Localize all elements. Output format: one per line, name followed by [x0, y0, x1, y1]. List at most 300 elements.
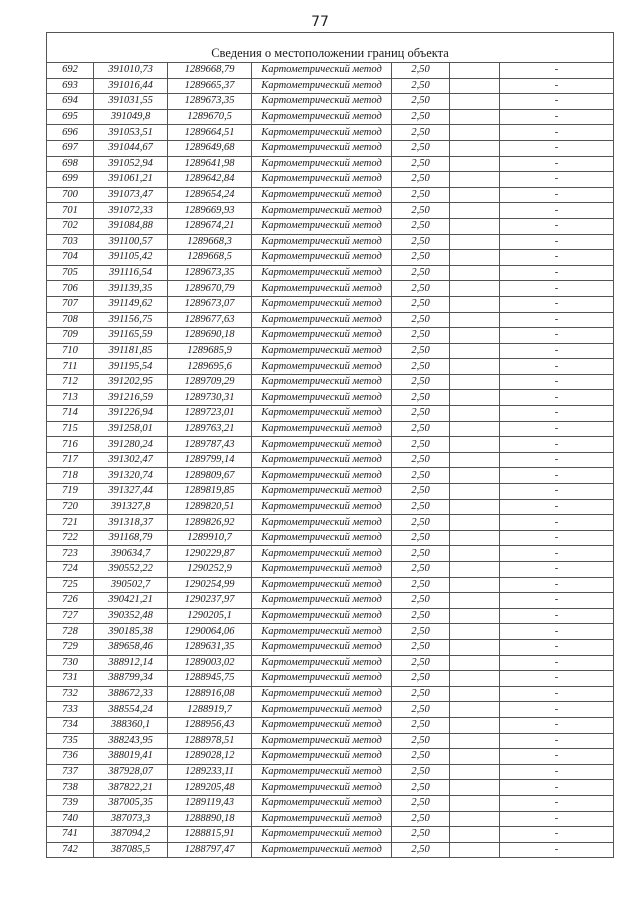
method-cell: Картометрический метод	[252, 811, 392, 827]
point-number-cell: 716	[47, 437, 94, 453]
note-cell	[450, 328, 500, 344]
point-number-cell: 706	[47, 281, 94, 297]
x-coordinate-cell: 391327,8	[94, 499, 168, 515]
y-coordinate-cell: 1289674,21	[168, 218, 252, 234]
point-number-cell: 729	[47, 639, 94, 655]
note-cell	[450, 733, 500, 749]
method-cell: Картометрический метод	[252, 702, 392, 718]
method-cell: Картометрический метод	[252, 780, 392, 796]
note-cell	[450, 63, 500, 79]
page-number: 77	[311, 14, 329, 30]
x-coordinate-cell: 390352,48	[94, 608, 168, 624]
accuracy-cell: 2,50	[392, 94, 450, 110]
table-row	[47, 842, 614, 858]
point-number-cell: 742	[47, 842, 94, 858]
x-coordinate-cell: 391016,44	[94, 78, 168, 94]
note-cell	[450, 717, 500, 733]
accuracy-cell: 2,50	[392, 343, 450, 359]
point-number-cell: 724	[47, 562, 94, 578]
x-coordinate-cell: 391202,95	[94, 374, 168, 390]
point-number-cell: 733	[47, 702, 94, 718]
note-cell	[450, 764, 500, 780]
table-row	[47, 452, 614, 468]
x-coordinate-cell: 387928,07	[94, 764, 168, 780]
point-number-cell: 710	[47, 343, 94, 359]
y-coordinate-cell: 1289673,35	[168, 94, 252, 110]
table-row	[47, 63, 614, 79]
table-row	[47, 733, 614, 749]
point-number-cell: 695	[47, 109, 94, 125]
note-cell	[450, 686, 500, 702]
method-cell: Картометрический метод	[252, 546, 392, 562]
y-coordinate-cell: 1288978,51	[168, 733, 252, 749]
point-number-cell: 715	[47, 421, 94, 437]
y-coordinate-cell: 1289668,79	[168, 63, 252, 79]
description-cell: -	[500, 577, 614, 593]
x-coordinate-cell: 391105,42	[94, 250, 168, 266]
note-cell	[450, 546, 500, 562]
note-cell	[450, 795, 500, 811]
method-cell: Картометрический метод	[252, 265, 392, 281]
method-cell: Картометрический метод	[252, 827, 392, 843]
note-cell	[450, 811, 500, 827]
y-coordinate-cell: 1289787,43	[168, 437, 252, 453]
x-coordinate-cell: 390552,22	[94, 562, 168, 578]
point-number-cell: 718	[47, 468, 94, 484]
accuracy-cell: 2,50	[392, 577, 450, 593]
method-cell: Картометрический метод	[252, 94, 392, 110]
y-coordinate-cell: 1289763,21	[168, 421, 252, 437]
method-cell: Картометрический метод	[252, 328, 392, 344]
y-coordinate-cell: 1289673,35	[168, 265, 252, 281]
note-cell	[450, 187, 500, 203]
accuracy-cell: 2,50	[392, 281, 450, 297]
method-cell: Картометрический метод	[252, 562, 392, 578]
y-coordinate-cell: 1288919,7	[168, 702, 252, 718]
note-cell	[450, 296, 500, 312]
point-number-cell: 721	[47, 515, 94, 531]
table-row	[47, 608, 614, 624]
table-row	[47, 265, 614, 281]
description-cell: -	[500, 328, 614, 344]
point-number-cell: 722	[47, 530, 94, 546]
note-cell	[450, 562, 500, 578]
y-coordinate-cell: 1289641,98	[168, 156, 252, 172]
point-number-cell: 709	[47, 328, 94, 344]
description-cell: -	[500, 234, 614, 250]
method-cell: Картометрический метод	[252, 125, 392, 141]
description-cell: -	[500, 172, 614, 188]
point-number-cell: 702	[47, 218, 94, 234]
x-coordinate-cell: 388243,95	[94, 733, 168, 749]
note-cell	[450, 156, 500, 172]
point-number-cell: 727	[47, 608, 94, 624]
table-row	[47, 530, 614, 546]
point-number-cell: 712	[47, 374, 94, 390]
method-cell: Картометрический метод	[252, 749, 392, 765]
note-cell	[450, 265, 500, 281]
table-row	[47, 780, 614, 796]
description-cell: -	[500, 515, 614, 531]
y-coordinate-cell: 1288890,18	[168, 811, 252, 827]
table-row	[47, 281, 614, 297]
table-row	[47, 499, 614, 515]
description-cell: -	[500, 717, 614, 733]
y-coordinate-cell: 1288916,08	[168, 686, 252, 702]
y-coordinate-cell: 1289820,51	[168, 499, 252, 515]
y-coordinate-cell: 1290064,06	[168, 624, 252, 640]
description-cell: -	[500, 109, 614, 125]
x-coordinate-cell: 391165,59	[94, 328, 168, 344]
table-row	[47, 749, 614, 765]
point-number-cell: 741	[47, 827, 94, 843]
table-row	[47, 156, 614, 172]
x-coordinate-cell: 388360,1	[94, 717, 168, 733]
method-cell: Картометрический метод	[252, 78, 392, 94]
note-cell	[450, 655, 500, 671]
point-number-cell: 732	[47, 686, 94, 702]
point-number-cell: 720	[47, 499, 94, 515]
accuracy-cell: 2,50	[392, 717, 450, 733]
x-coordinate-cell: 391073,47	[94, 187, 168, 203]
point-number-cell: 737	[47, 764, 94, 780]
note-cell	[450, 452, 500, 468]
x-coordinate-cell: 390185,38	[94, 624, 168, 640]
note-cell	[450, 468, 500, 484]
accuracy-cell: 2,50	[392, 749, 450, 765]
accuracy-cell: 2,50	[392, 203, 450, 219]
note-cell	[450, 530, 500, 546]
y-coordinate-cell: 1289910,7	[168, 530, 252, 546]
table-row	[47, 702, 614, 718]
table-row	[47, 468, 614, 484]
point-number-cell: 739	[47, 795, 94, 811]
accuracy-cell: 2,50	[392, 452, 450, 468]
x-coordinate-cell: 390502,7	[94, 577, 168, 593]
description-cell: -	[500, 764, 614, 780]
table-row	[47, 717, 614, 733]
description-cell: -	[500, 608, 614, 624]
description-cell: -	[500, 827, 614, 843]
description-cell: -	[500, 499, 614, 515]
method-cell: Картометрический метод	[252, 686, 392, 702]
x-coordinate-cell: 391168,79	[94, 530, 168, 546]
description-cell: -	[500, 733, 614, 749]
x-coordinate-cell: 391052,94	[94, 156, 168, 172]
description-cell: -	[500, 842, 614, 858]
method-cell: Картометрический метод	[252, 593, 392, 609]
description-cell: -	[500, 530, 614, 546]
method-cell: Картометрический метод	[252, 671, 392, 687]
y-coordinate-cell: 1289003,02	[168, 655, 252, 671]
table-row	[47, 827, 614, 843]
description-cell: -	[500, 421, 614, 437]
accuracy-cell: 2,50	[392, 795, 450, 811]
method-cell: Картометрический метод	[252, 499, 392, 515]
method-cell: Картометрический метод	[252, 296, 392, 312]
method-cell: Картометрический метод	[252, 655, 392, 671]
method-cell: Картометрический метод	[252, 187, 392, 203]
x-coordinate-cell: 391156,75	[94, 312, 168, 328]
method-cell: Картометрический метод	[252, 109, 392, 125]
accuracy-cell: 2,50	[392, 187, 450, 203]
description-cell: -	[500, 63, 614, 79]
accuracy-cell: 2,50	[392, 546, 450, 562]
accuracy-cell: 2,50	[392, 156, 450, 172]
description-cell: -	[500, 250, 614, 266]
y-coordinate-cell: 1290237,97	[168, 593, 252, 609]
description-cell: -	[500, 562, 614, 578]
description-cell: -	[500, 359, 614, 375]
accuracy-cell: 2,50	[392, 390, 450, 406]
y-coordinate-cell: 1289668,3	[168, 234, 252, 250]
note-cell	[450, 125, 500, 141]
accuracy-cell: 2,50	[392, 172, 450, 188]
table-row	[47, 374, 614, 390]
note-cell	[450, 702, 500, 718]
table-row	[47, 795, 614, 811]
x-coordinate-cell: 391226,94	[94, 406, 168, 422]
y-coordinate-cell: 1289723,01	[168, 406, 252, 422]
note-cell	[450, 827, 500, 843]
x-coordinate-cell: 387085,5	[94, 842, 168, 858]
method-cell: Картометрический метод	[252, 452, 392, 468]
table-row	[47, 125, 614, 141]
description-cell: -	[500, 749, 614, 765]
table-row	[47, 94, 614, 110]
accuracy-cell: 2,50	[392, 733, 450, 749]
point-number-cell: 731	[47, 671, 94, 687]
y-coordinate-cell: 1289799,14	[168, 452, 252, 468]
accuracy-cell: 2,50	[392, 842, 450, 858]
note-cell	[450, 140, 500, 156]
accuracy-cell: 2,50	[392, 702, 450, 718]
table-row	[47, 764, 614, 780]
accuracy-cell: 2,50	[392, 125, 450, 141]
description-cell: -	[500, 624, 614, 640]
method-cell: Картометрический метод	[252, 281, 392, 297]
x-coordinate-cell: 391061,21	[94, 172, 168, 188]
point-number-cell: 704	[47, 250, 94, 266]
y-coordinate-cell: 1290254,99	[168, 577, 252, 593]
y-coordinate-cell: 1289695,6	[168, 359, 252, 375]
y-coordinate-cell: 1289669,93	[168, 203, 252, 219]
x-coordinate-cell: 387094,2	[94, 827, 168, 843]
x-coordinate-cell: 391010,73	[94, 63, 168, 79]
x-coordinate-cell: 388554,24	[94, 702, 168, 718]
note-cell	[450, 390, 500, 406]
accuracy-cell: 2,50	[392, 593, 450, 609]
accuracy-cell: 2,50	[392, 328, 450, 344]
note-cell	[450, 172, 500, 188]
y-coordinate-cell: 1289690,18	[168, 328, 252, 344]
y-coordinate-cell: 1289668,5	[168, 250, 252, 266]
description-cell: -	[500, 593, 614, 609]
x-coordinate-cell: 387822,21	[94, 780, 168, 796]
method-cell: Картометрический метод	[252, 234, 392, 250]
point-number-cell: 738	[47, 780, 94, 796]
x-coordinate-cell: 391149,62	[94, 296, 168, 312]
y-coordinate-cell: 1289677,63	[168, 312, 252, 328]
accuracy-cell: 2,50	[392, 234, 450, 250]
description-cell: -	[500, 468, 614, 484]
y-coordinate-cell: 1289028,12	[168, 749, 252, 765]
description-cell: -	[500, 437, 614, 453]
description-cell: -	[500, 78, 614, 94]
x-coordinate-cell: 391320,74	[94, 468, 168, 484]
y-coordinate-cell: 1289826,92	[168, 515, 252, 531]
description-cell: -	[500, 140, 614, 156]
method-cell: Картометрический метод	[252, 421, 392, 437]
point-number-cell: 694	[47, 94, 94, 110]
description-cell: -	[500, 686, 614, 702]
table-row	[47, 624, 614, 640]
accuracy-cell: 2,50	[392, 437, 450, 453]
description-cell: -	[500, 94, 614, 110]
y-coordinate-cell: 1289670,79	[168, 281, 252, 297]
accuracy-cell: 2,50	[392, 811, 450, 827]
table-row	[47, 172, 614, 188]
table-row	[47, 187, 614, 203]
x-coordinate-cell: 390421,21	[94, 593, 168, 609]
table-row	[47, 671, 614, 687]
description-cell: -	[500, 655, 614, 671]
method-cell: Картометрический метод	[252, 733, 392, 749]
point-number-cell: 734	[47, 717, 94, 733]
note-cell	[450, 374, 500, 390]
description-cell: -	[500, 390, 614, 406]
note-cell	[450, 281, 500, 297]
table-row	[47, 639, 614, 655]
x-coordinate-cell: 387005,35	[94, 795, 168, 811]
table-row	[47, 234, 614, 250]
note-cell	[450, 312, 500, 328]
description-cell: -	[500, 546, 614, 562]
x-coordinate-cell: 391031,55	[94, 94, 168, 110]
method-cell: Картометрический метод	[252, 63, 392, 79]
method-cell: Картометрический метод	[252, 639, 392, 655]
note-cell	[450, 203, 500, 219]
method-cell: Картометрический метод	[252, 172, 392, 188]
table-row	[47, 577, 614, 593]
accuracy-cell: 2,50	[392, 827, 450, 843]
y-coordinate-cell: 1289665,37	[168, 78, 252, 94]
method-cell: Картометрический метод	[252, 515, 392, 531]
y-coordinate-cell: 1289670,5	[168, 109, 252, 125]
accuracy-cell: 2,50	[392, 780, 450, 796]
description-cell: -	[500, 265, 614, 281]
accuracy-cell: 2,50	[392, 78, 450, 94]
y-coordinate-cell: 1289673,07	[168, 296, 252, 312]
point-number-cell: 730	[47, 655, 94, 671]
y-coordinate-cell: 1289649,68	[168, 140, 252, 156]
note-cell	[450, 608, 500, 624]
note-cell	[450, 499, 500, 515]
point-number-cell: 708	[47, 312, 94, 328]
description-cell: -	[500, 406, 614, 422]
accuracy-cell: 2,50	[392, 218, 450, 234]
method-cell: Картометрический метод	[252, 764, 392, 780]
method-cell: Картометрический метод	[252, 608, 392, 624]
method-cell: Картометрический метод	[252, 795, 392, 811]
description-cell: -	[500, 702, 614, 718]
y-coordinate-cell: 1289685,9	[168, 343, 252, 359]
description-cell: -	[500, 671, 614, 687]
point-number-cell: 692	[47, 63, 94, 79]
y-coordinate-cell: 1289709,29	[168, 374, 252, 390]
x-coordinate-cell: 391258,01	[94, 421, 168, 437]
description-cell: -	[500, 780, 614, 796]
x-coordinate-cell: 391116,54	[94, 265, 168, 281]
x-coordinate-cell: 388912,14	[94, 655, 168, 671]
note-cell	[450, 359, 500, 375]
note-cell	[450, 749, 500, 765]
y-coordinate-cell: 1290252,9	[168, 562, 252, 578]
y-coordinate-cell: 1290205,1	[168, 608, 252, 624]
accuracy-cell: 2,50	[392, 562, 450, 578]
y-coordinate-cell: 1289233,11	[168, 764, 252, 780]
x-coordinate-cell: 391072,33	[94, 203, 168, 219]
note-cell	[450, 593, 500, 609]
method-cell: Картометрический метод	[252, 468, 392, 484]
y-coordinate-cell: 1288797,47	[168, 842, 252, 858]
description-cell: -	[500, 281, 614, 297]
point-number-cell: 714	[47, 406, 94, 422]
point-number-cell: 707	[47, 296, 94, 312]
accuracy-cell: 2,50	[392, 374, 450, 390]
x-coordinate-cell: 388799,34	[94, 671, 168, 687]
y-coordinate-cell: 1288815,91	[168, 827, 252, 843]
method-cell: Картометрический метод	[252, 842, 392, 858]
table-row	[47, 390, 614, 406]
table-row	[47, 343, 614, 359]
accuracy-cell: 2,50	[392, 499, 450, 515]
point-number-cell: 699	[47, 172, 94, 188]
note-cell	[450, 421, 500, 437]
y-coordinate-cell: 1290229,87	[168, 546, 252, 562]
table-row	[47, 140, 614, 156]
point-number-cell: 698	[47, 156, 94, 172]
description-cell: -	[500, 374, 614, 390]
description-cell: -	[500, 484, 614, 500]
description-cell: -	[500, 156, 614, 172]
description-cell: -	[500, 187, 614, 203]
y-coordinate-cell: 1289631,35	[168, 639, 252, 655]
accuracy-cell: 2,50	[392, 608, 450, 624]
point-number-cell: 736	[47, 749, 94, 765]
table-row	[47, 562, 614, 578]
point-number-cell: 697	[47, 140, 94, 156]
x-coordinate-cell: 388019,41	[94, 749, 168, 765]
x-coordinate-cell: 389658,46	[94, 639, 168, 655]
accuracy-cell: 2,50	[392, 655, 450, 671]
description-cell: -	[500, 125, 614, 141]
y-coordinate-cell: 1289664,51	[168, 125, 252, 141]
description-cell: -	[500, 218, 614, 234]
method-cell: Картометрический метод	[252, 390, 392, 406]
accuracy-cell: 2,50	[392, 312, 450, 328]
x-coordinate-cell: 391318,37	[94, 515, 168, 531]
method-cell: Картометрический метод	[252, 484, 392, 500]
description-cell: -	[500, 312, 614, 328]
accuracy-cell: 2,50	[392, 250, 450, 266]
note-cell	[450, 671, 500, 687]
note-cell	[450, 109, 500, 125]
note-cell	[450, 624, 500, 640]
x-coordinate-cell: 390634,7	[94, 546, 168, 562]
method-cell: Картометрический метод	[252, 343, 392, 359]
description-cell: -	[500, 639, 614, 655]
